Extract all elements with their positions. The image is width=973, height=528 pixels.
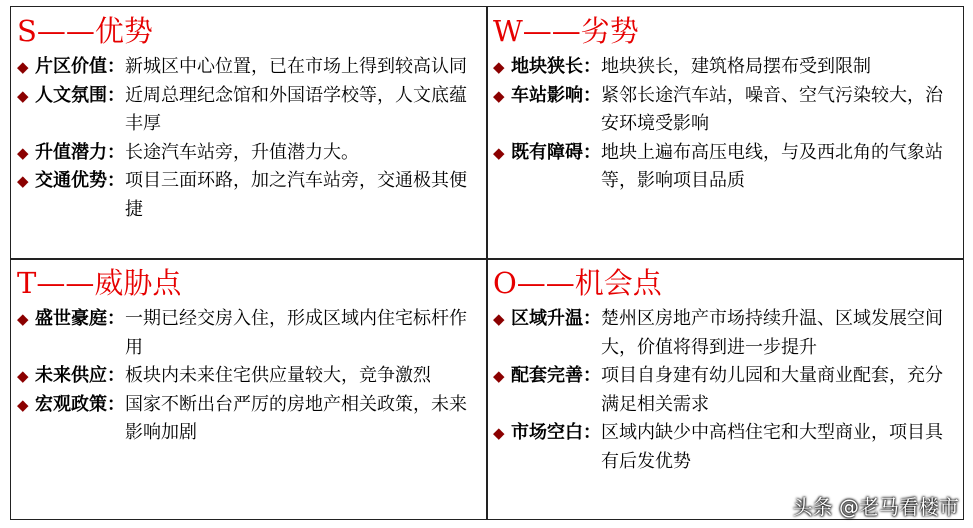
item-text: 新城区中心位置，已在市场上得到较高认同 [125,56,467,77]
item-text: 区域内缺少中高档住宅和大型商业，项目具有后发优势 [601,422,943,472]
item-label: 宏观政策： [35,393,125,415]
threats-quadrant [17,265,479,448]
diamond-bullet-icon: ◆ [493,367,505,385]
horizontal-divider [11,258,963,260]
list-item [17,167,479,224]
watermark: 头条 @老马看楼市 [792,495,959,519]
item-label: 区域升温： [511,308,601,329]
list-item [17,391,479,448]
list-item [493,82,959,139]
opportunities-quadrant [493,265,959,476]
item-label: 盛世豪庭： [35,308,125,329]
diamond-bullet-icon: ◆ [493,310,505,328]
item-label: 市场空白： [511,422,601,443]
item-text: 国家不断出台严厉的房地产相关政策，未来影响加剧 [125,393,467,443]
list-item [493,362,959,419]
diamond-bullet-icon: ◆ [493,424,505,442]
list-item [493,53,959,82]
diamond-bullet-icon: ◆ [493,143,505,162]
weaknesses-quadrant [493,13,959,196]
list-item [493,305,959,362]
diamond-bullet-icon: ◆ [17,86,29,105]
list-item [493,139,959,196]
diamond-bullet-icon: ◆ [493,86,505,105]
item-label: 交通优势： [35,170,125,191]
item-label: 车站影响： [511,84,601,106]
list-item [493,419,959,476]
list-item [17,139,479,168]
vertical-divider [486,7,488,519]
diamond-bullet-icon: ◆ [17,172,29,190]
diamond-bullet-icon: ◆ [17,58,29,76]
opportunities-title: O——机会点 [493,266,662,300]
list-item [17,362,479,391]
item-label: 片区价值： [35,56,125,77]
diamond-bullet-icon: ◆ [17,143,29,162]
diamond-bullet-icon: ◆ [17,395,29,414]
item-label: 配套完善： [511,365,601,386]
item-label: 人文氛围： [35,84,125,106]
list-item [17,53,479,82]
list-item [17,82,479,139]
item-label: 既有障碍： [511,141,601,163]
item-text: 地块狭长，建筑格局摆布受到限制 [601,56,871,77]
item-text: 一期已经交房入住，形成区域内住宅标杆作用 [125,308,467,358]
item-label: 未来供应： [35,365,125,386]
item-label: 升值潜力： [35,141,125,163]
item-text: 项目自身建有幼儿园和大量商业配套，充分满足相关需求 [601,365,943,415]
item-text: 楚州区房地产市场持续升温、区域发展空间大，价值将得到进一步提升 [601,308,943,358]
list-item [17,305,479,362]
item-text: 板块内未来住宅供应量较大，竞争激烈 [125,365,431,386]
item-text: 地块上遍布高压电线，与及西北角的气象站等，影响项目品质 [601,141,943,191]
diamond-bullet-icon: ◆ [17,310,29,328]
strengths-quadrant [17,13,479,224]
diamond-bullet-icon: ◆ [17,367,29,385]
item-text: 近周总理纪念馆和外国语学校等，人文底蕴丰厚 [125,84,467,134]
item-label: 地块狭长： [511,56,601,77]
strengths-title: S——优势 [17,14,153,48]
item-text: 项目三面环路，加之汽车站旁，交通极其便捷 [125,170,467,220]
item-text: 长途汽车站旁，升值潜力大。 [125,141,359,163]
weaknesses-title: W——劣势 [493,14,639,48]
item-text: 紧邻长途汽车站，噪音、空气污染较大，治安环境受影响 [601,84,943,134]
diamond-bullet-icon: ◆ [493,58,505,76]
threats-title: T——威胁点 [17,266,182,300]
swot-grid [10,6,964,520]
